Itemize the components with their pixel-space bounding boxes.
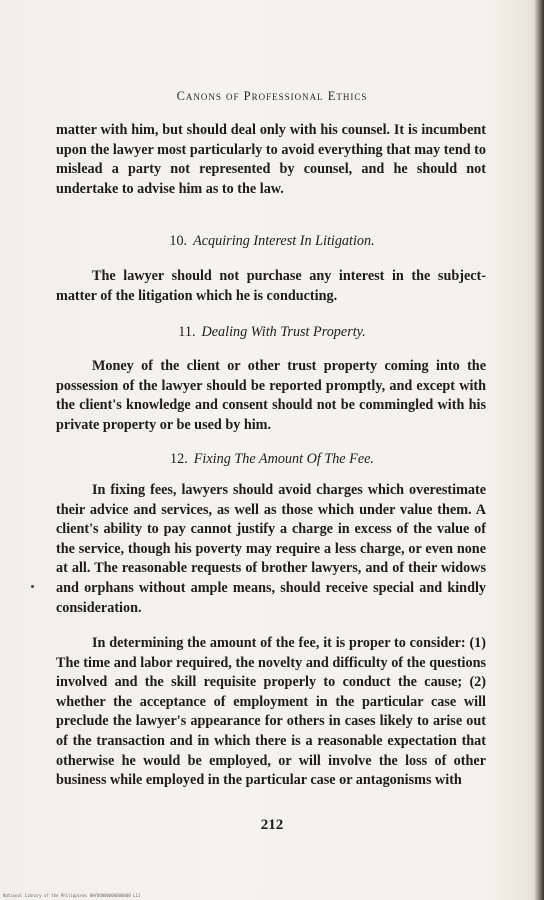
- section-heading-10: [0, 233, 544, 250]
- page-edge-shadow: [534, 0, 544, 900]
- paragraph-section-12-first: In fixing fees, lawyers should avoid charges which overestimate their advice and services, as well as those which under value them. A client's ability to pay cannot justify a charge in excess of the value of the service, though his poverty may require a less charge, or even none at all. The reasonable requests of brother lawyers, and of their widows and orphans without ample means, should receive special and kindly consideration.: [56, 482, 486, 616]
- scan-footer: National Library of the Philippines 0HY00000000000000 L11: [3, 893, 141, 898]
- section-number: 12.: [170, 451, 188, 467]
- section-number: 10.: [169, 233, 188, 249]
- running-head: Canons of Professional Ethics: [176, 89, 368, 103]
- paragraph-section-10: The lawyer should not purchase any interest in the subject-matter of the litigation which he is conducting.: [56, 268, 486, 304]
- section-heading-11: [0, 324, 544, 341]
- section-title: Dealing With Trust Property.: [201, 324, 366, 340]
- section-title: Acquiring Interest In Litigation.: [193, 233, 375, 249]
- ink-speck: [31, 585, 34, 588]
- section-heading-12: [0, 451, 544, 468]
- page-number: 212: [260, 817, 284, 833]
- paragraph-continuation: matter with him, but should deal only with his counsel. It is incumbent upon the lawyer most particularly to avoid everything that may tend to mislead a party not represented by counsel, and he should not undertake to advise him as to the law.: [56, 122, 486, 197]
- paragraph-section-11: Money of the client or other trust property coming into the possession of the lawyer should be reported promptly, and except with the client's knowledge and consent should not be commingled with his private property or be used by him.: [56, 358, 486, 433]
- paragraph-section-12-second: In determining the amount of the fee, it is proper to consider: (1) The time and labor required, the novelty and difficulty of the questions involved and the skill requisite properly to conduct the cause; (2) whether the acceptance of employment in the particular case will preclude the lawyer's appearance for others in cases likely to arise out of the transaction and in which there is a reasonable expectation that otherwise he would be employed, or will involve the loss of other business while employed in the particular case or antagonisms with: [56, 635, 486, 789]
- section-title: Fixing The Amount Of The Fee.: [193, 451, 374, 467]
- section-number: 11.: [178, 324, 196, 340]
